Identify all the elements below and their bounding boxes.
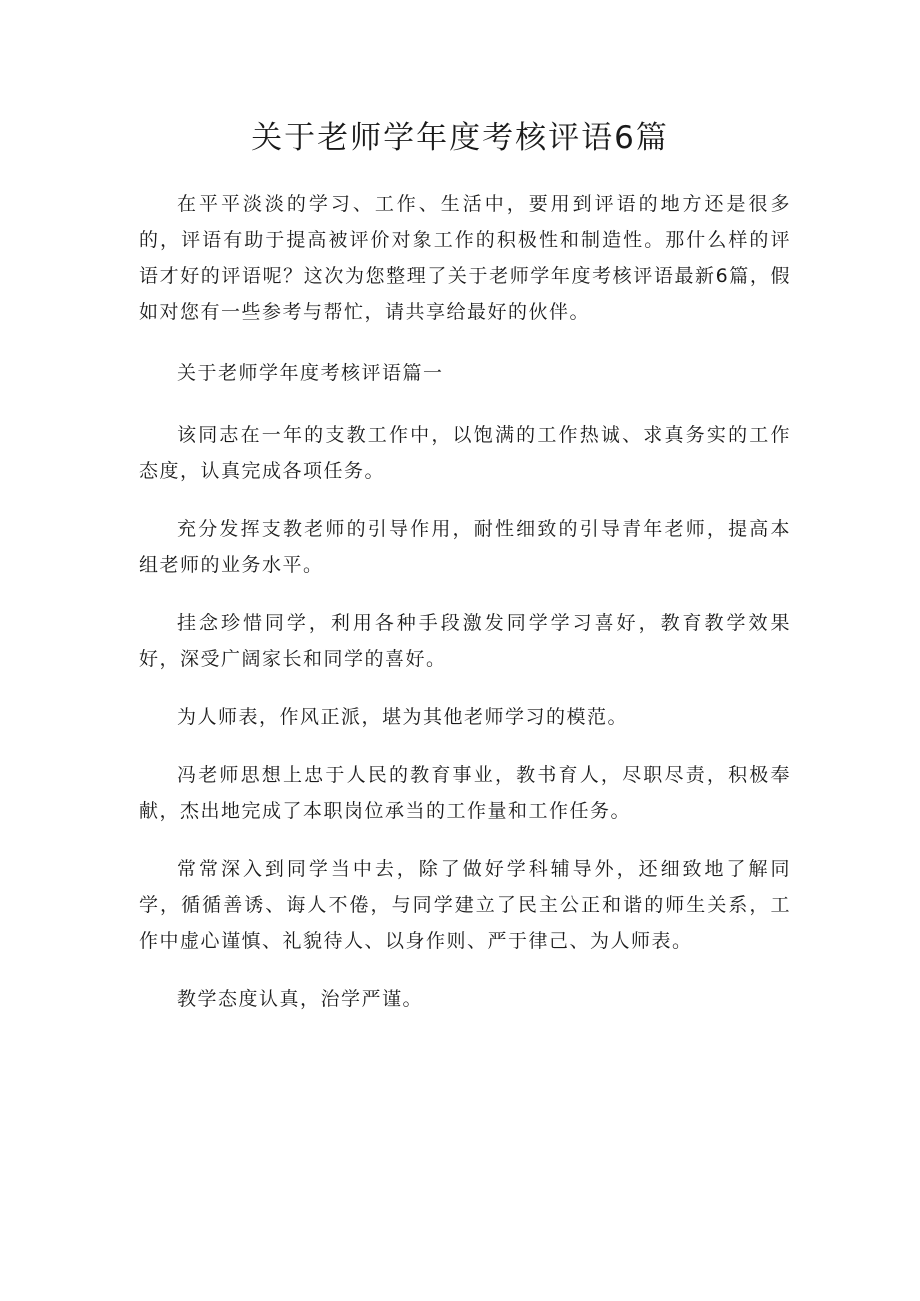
body-paragraph: 冯老师思想上忠于人民的教育事业，教书育人，尽职尽责，积极奉献，杰出地完成了本职岗位承当的工作量和工作任务。 <box>139 764 791 822</box>
document-title: 关于老师学年度考核评语6篇 <box>251 120 669 156</box>
body-paragraph: 充分发挥支教老师的引导作用，耐性细致的引导青年老师，提高本组老师的业务水平。 <box>139 518 791 576</box>
intro-paragraph: 在平平淡淡的学习、工作、生活中，要用到评语的地方还是很多的，评语有助于提高被评价对象工作的积极性和制造性。那什么样的评语才好的评语呢？这次为您整理了关于老师学年度考核评语最新6篇，假如对您有一些参考与帮忙，请共享给最好的伙伴。 <box>139 193 791 323</box>
document-body <box>139 186 791 1039</box>
body-paragraph: 为人师表，作风正派，堪为其他老师学习的模范。 <box>177 706 629 728</box>
body-paragraph: 常常深入到同学当中去，除了做好学科辅导外，还细致地了解同学，循循善诱、诲人不倦，与同学建立了民主公正和谐的师生关系，工作中虚心谨慎、礼貌待人、以身作则、严于律己、为人师表。 <box>139 858 791 952</box>
section-heading: 关于老师学年度考核评语篇一 <box>177 362 444 384</box>
body-paragraph: 挂念珍惜同学，利用各种手段激发同学学习喜好，教育教学效果好，深受广阔家长和同学的喜好。 <box>139 612 791 670</box>
body-paragraph: 教学态度认真，治学严谨。 <box>177 988 424 1010</box>
body-paragraph: 该同志在一年的支教工作中，以饱满的工作热诚、求真务实的工作态度，认真完成各项任务。 <box>139 424 791 482</box>
